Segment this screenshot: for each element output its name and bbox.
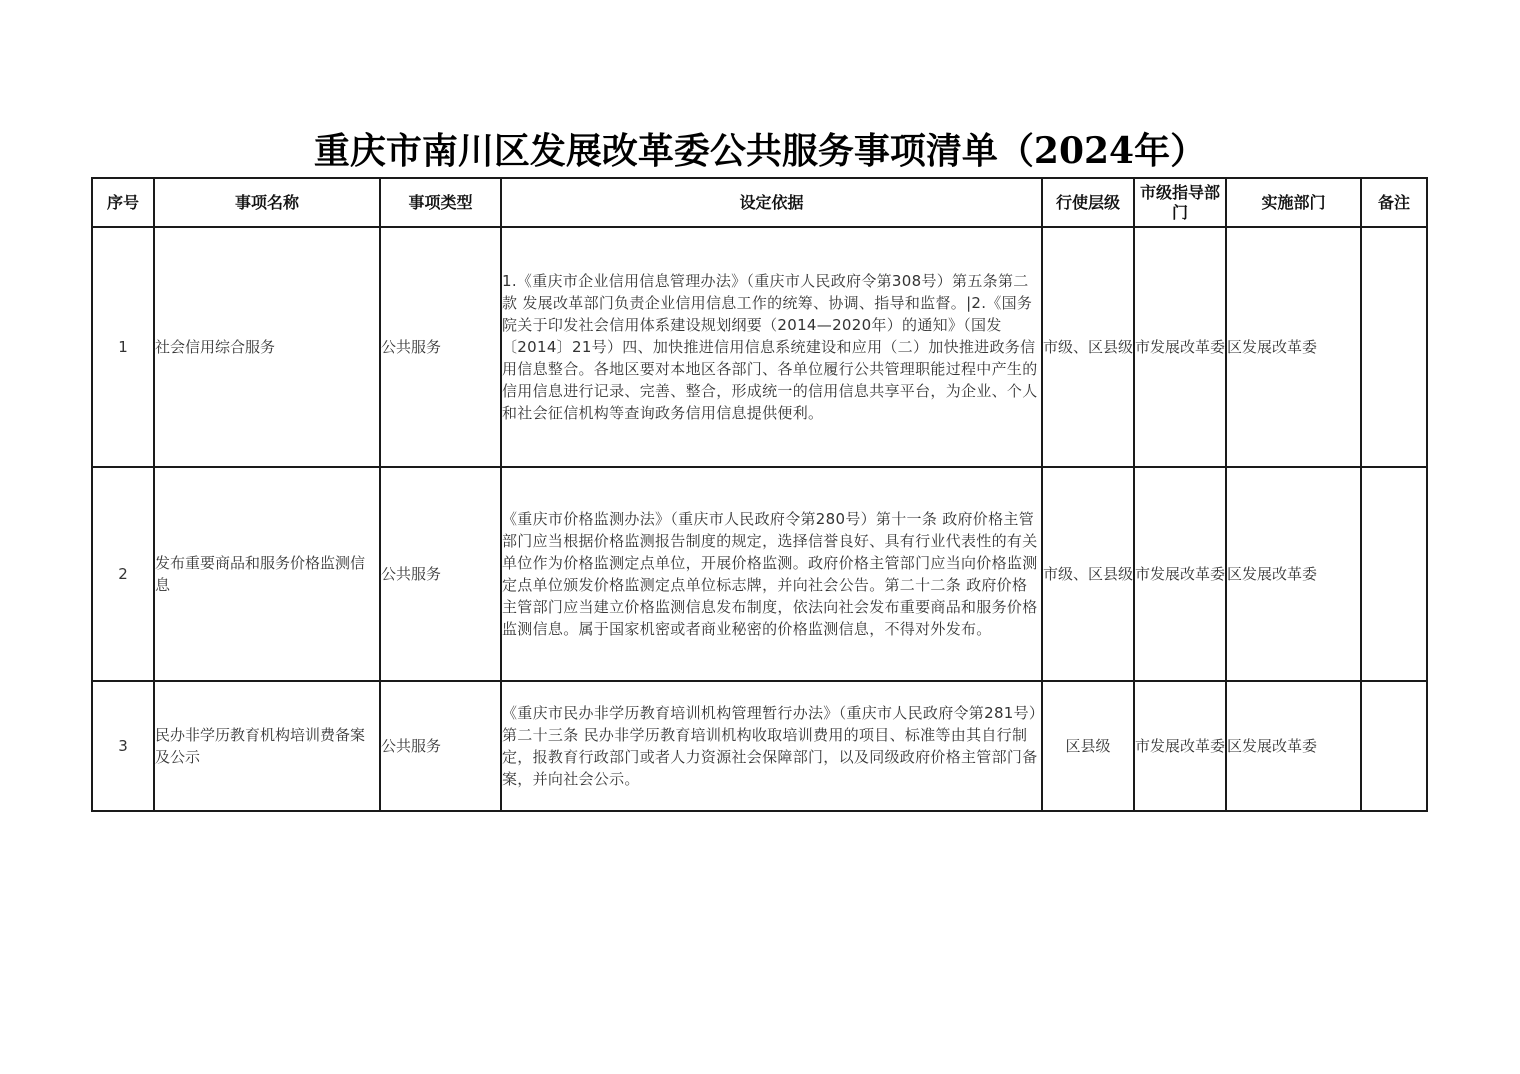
table-header-row [92,178,1427,227]
row-level: 区县级 [1042,681,1134,811]
header-guide: 市级指导部门 [1134,178,1226,227]
row-dept: 区发展改革委 [1226,681,1361,811]
page-title: 重庆市南川区发展改革委公共服务事项清单（2024年） [313,130,1207,172]
row-level: 市级、区县级 [1042,467,1134,681]
row-guide: 市发展改革委 [1134,681,1226,811]
header-note: 备注 [1361,178,1427,227]
header-type: 事项类型 [380,178,501,227]
header-name: 事项名称 [154,178,380,227]
services-table [91,177,1428,812]
row-note [1361,467,1427,681]
row-dept: 区发展改革委 [1226,227,1361,467]
row-type: 公共服务 [380,681,501,811]
row-name: 社会信用综合服务 [154,227,380,467]
row-name: 发布重要商品和服务价格监测信息 [154,467,380,681]
row-no: 1 [92,227,154,467]
row-basis: 《重庆市价格监测办法》（重庆市人民政府令第280号）第十一条 政府价格主管部门应当根据价格监测报告制度的规定，选择信誉良好、具有行业代表性的有关单位作为价格监测定点单位，开展价格监测。政府价格主管部门应当向价格监测定点单位颁发价格监测定点单位标志牌，并向社会公告。第二十二条 政府价格主管部门应当建立价格监测信息发布制度，依法向社会发布重要商品和服务价格监测信息。属于国家机密或者商业秘密的价格监测信息，不得对外发布。 [501,467,1042,681]
header-dept: 实施部门 [1226,178,1361,227]
row-note [1361,681,1427,811]
row-note [1361,227,1427,467]
row-dept: 区发展改革委 [1226,467,1361,681]
row-basis: 《重庆市民办非学历教育培训机构管理暂行办法》（重庆市人民政府令第281号）第二十三条 民办非学历教育培训机构收取培训费用的项目、标准等由其自行制定，报教育行政部门或者人力资源社会保障部门，以及同级政府价格主管部门备案，并向社会公示。 [501,681,1042,811]
table-row [92,467,1427,681]
row-level: 市级、区县级 [1042,227,1134,467]
table-row [92,227,1427,467]
row-no: 3 [92,681,154,811]
row-no: 2 [92,467,154,681]
row-name: 民办非学历教育机构培训费备案及公示 [154,681,380,811]
header-basis: 设定依据 [501,178,1042,227]
table-row [92,681,1427,811]
row-type: 公共服务 [380,227,501,467]
row-basis: 1.《重庆市企业信用信息管理办法》（重庆市人民政府令第308号）第五条第二款 发展改革部门负责企业信用信息工作的统筹、协调、指导和监督。|2.《国务院关于印发社会信用体系建设规划纲要（2014—2020年）的通知》（国发〔2014〕21号）四、加快推进信用信息系统建设和应用（二）加快推进政务信用信息整合。各地区要对本地区各部门、各单位履行公共管理职能过程中产生的信用信息进行记录、完善、整合，形成统一的信用信息共享平台，为企业、个人和社会征信机构等查询政务信用信息提供便利。 [501,227,1042,467]
row-guide: 市发展改革委 [1134,227,1226,467]
header-no: 序号 [92,178,154,227]
row-guide: 市发展改革委 [1134,467,1226,681]
header-level: 行使层级 [1042,178,1134,227]
row-type: 公共服务 [380,467,501,681]
